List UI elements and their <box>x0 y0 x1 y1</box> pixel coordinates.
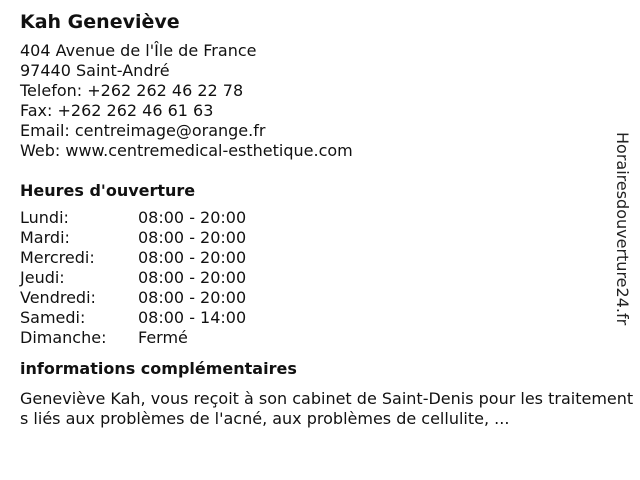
day-label: Mercredi: <box>20 248 95 267</box>
hours-value: 08:00 - 20:00 <box>138 268 247 287</box>
additional-info-heading: informations complémentaires <box>20 359 297 378</box>
hours-row-sunday <box>20 328 620 348</box>
additional-info-text: Geneviève Kah, vous reçoit à son cabinet de Saint-Denis pour les traitements liés aux problèmes de l'acné, aux problèmes de cellulite, ... <box>20 389 634 428</box>
hours-value: 08:00 - 14:00 <box>138 308 247 327</box>
hours-value: Fermé <box>138 328 188 347</box>
site-brand-vertical: Horairesdouverture24.fr <box>613 132 632 326</box>
address-line-2: 97440 Saint-André <box>20 61 170 80</box>
day-label: Samedi: <box>20 308 86 327</box>
day-label: Vendredi: <box>20 288 96 307</box>
address-line-1: 404 Avenue de l'Île de France <box>20 41 257 60</box>
hours-row-monday <box>20 208 620 228</box>
day-label: Dimanche: <box>20 328 107 347</box>
hours-row-thursday <box>20 268 620 288</box>
day-label: Mardi: <box>20 228 70 247</box>
business-name: Kah Geneviève <box>20 11 180 33</box>
opening-hours-heading: Heures d'ouverture <box>20 181 196 200</box>
hours-value: 08:00 - 20:00 <box>138 288 247 307</box>
hours-row-tuesday <box>20 228 620 248</box>
phone-number: Telefon: +262 262 46 22 78 <box>20 81 244 100</box>
day-label: Jeudi: <box>20 268 65 287</box>
hours-value: 08:00 - 20:00 <box>138 228 247 247</box>
hours-row-friday <box>20 288 620 308</box>
hours-value: 08:00 - 20:00 <box>138 208 247 227</box>
email-address: Email: centreimage@orange.fr <box>20 121 266 140</box>
website: Web: www.centremedical-esthetique.com <box>20 141 353 160</box>
hours-row-saturday <box>20 308 620 328</box>
hours-row-wednesday <box>20 248 620 268</box>
fax-number: Fax: +262 262 46 61 63 <box>20 101 214 120</box>
hours-value: 08:00 - 20:00 <box>138 248 247 267</box>
day-label: Lundi: <box>20 208 69 227</box>
opening-hours-table <box>20 208 620 348</box>
